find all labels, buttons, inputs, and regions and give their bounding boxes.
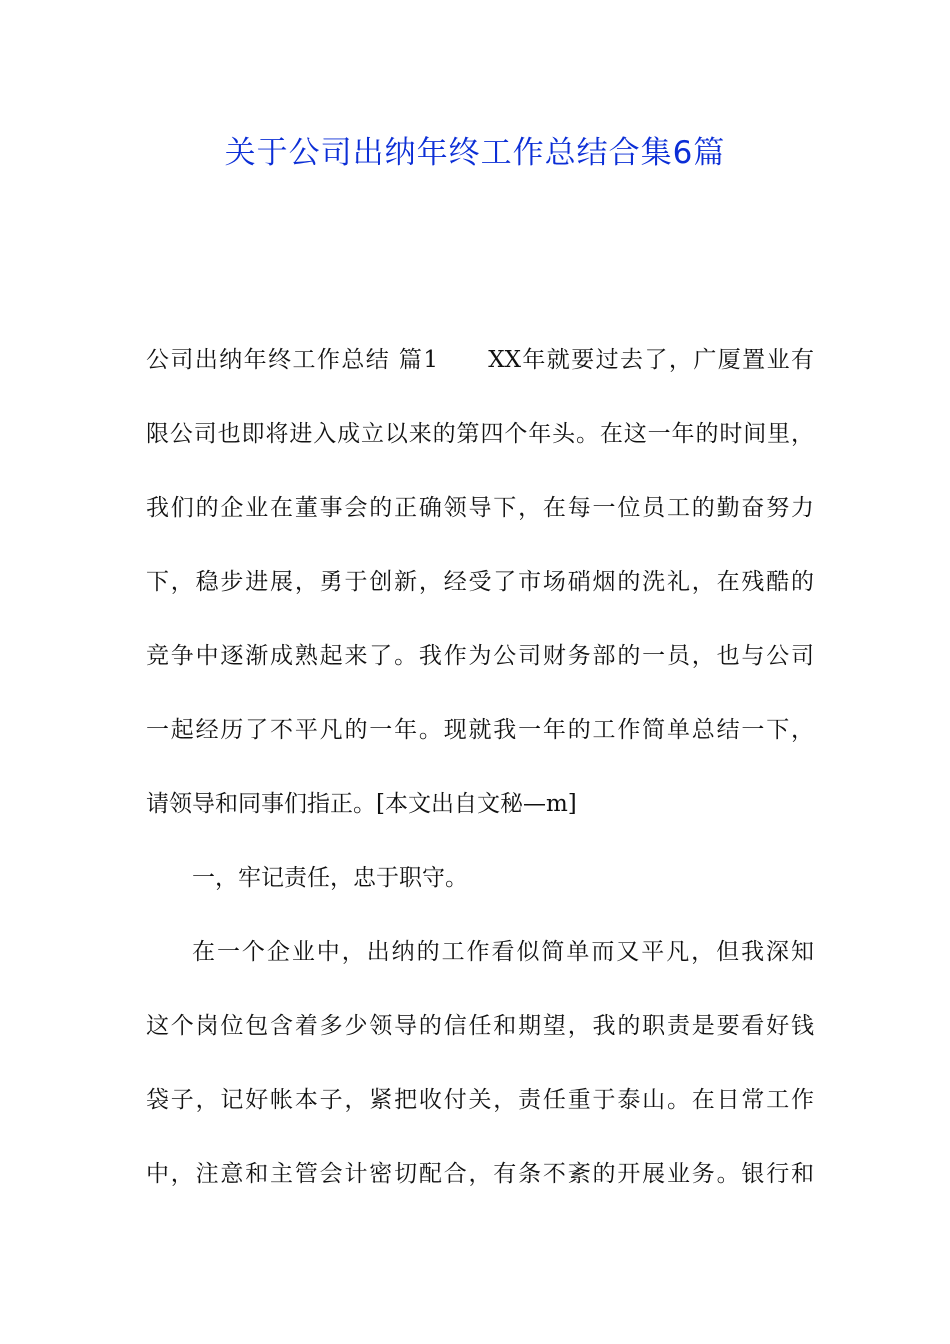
paragraph-line: 竞争中逐渐成熟起来了。我作为公司财务部的一员，也与公司 — [146, 643, 814, 669]
paragraph-line: 袋子，记好帐本子，紧把收付关，责任重于泰山。在日常工作 — [146, 1087, 814, 1113]
paragraph-line: 这个岗位包含着多少领导的信任和期望，我的职责是要看好钱 — [146, 1013, 814, 1039]
paragraph-line: 在一个企业中，出纳的工作看似简单而又平凡，但我深知 — [192, 939, 814, 965]
paragraph-line: 下，稳步进展，勇于创新，经受了市场硝烟的洗礼，在残酷的 — [146, 569, 814, 595]
paragraph-line: 限公司也即将进入成立以来的第四个年头。在这一年的时间里， — [146, 421, 814, 447]
paragraph-line: 我们的企业在董事会的正确领导下，在每一位员工的勤奋努力 — [146, 495, 814, 521]
paragraph-line: 一起经历了不平凡的一年。现就我一年的工作简单总结一下， — [146, 717, 814, 743]
paragraph-line: 公司出纳年终工作总结 篇1 XX年就要过去了，广厦置业有 — [146, 347, 814, 373]
paragraph-line: 请领导和同事们指正。[本文出自文秘—m] — [146, 791, 577, 817]
document-body — [146, 335, 814, 1223]
paragraph-line: 中，注意和主管会计密切配合，有条不紊的开展业务。银行和 — [146, 1161, 814, 1187]
section-heading: 一，牢记责任，忠于职守。 — [192, 865, 468, 891]
document-title: 关于公司出纳年终工作总结合集6篇 — [224, 135, 726, 171]
